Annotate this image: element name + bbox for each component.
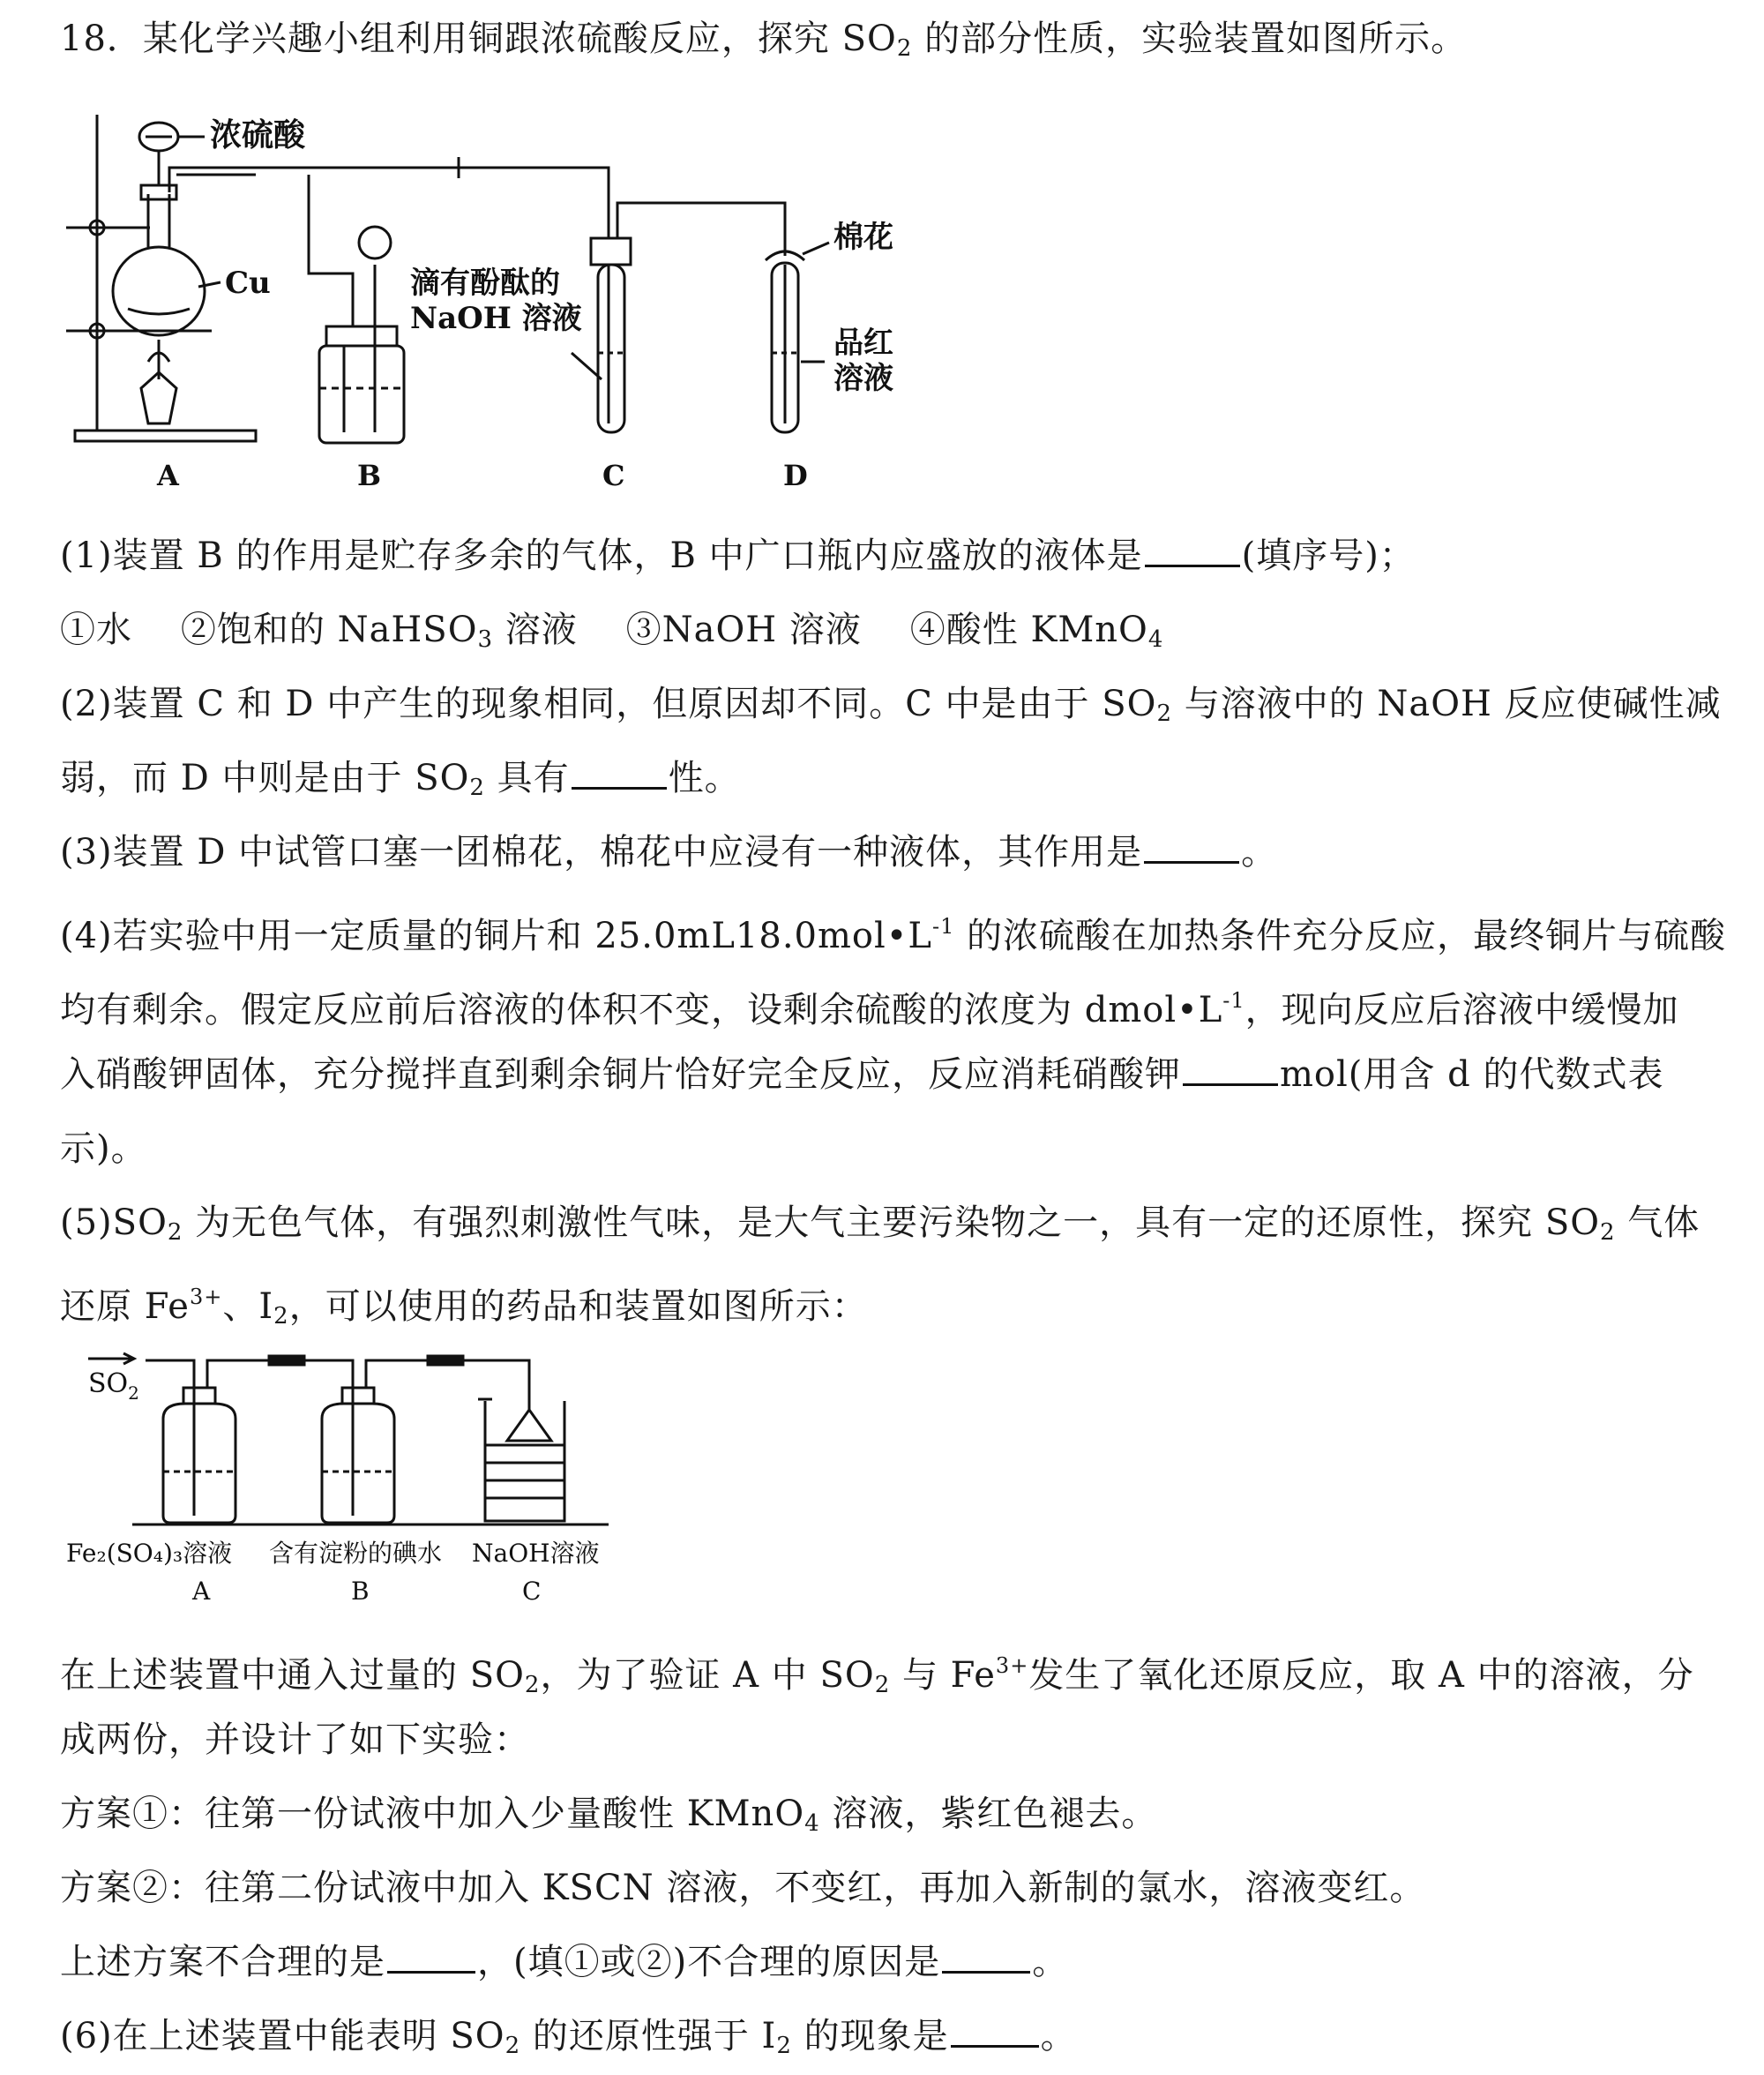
option-3: ③NaOH 溶液 bbox=[625, 610, 862, 650]
option-2: ②饱和的 NaHSO$_3$ 溶液 bbox=[180, 610, 578, 653]
q4-line-4: 示)。 bbox=[60, 1128, 147, 1169]
answer-blank bbox=[942, 1944, 1030, 1974]
q2-line-1: (2)装置 C 和 D 中产生的现象相同，但原因却不同。C 中是由于 $SO_2$ 与溶液中的 NaOH 反应使碱性减 bbox=[60, 684, 1722, 727]
option-4: ④酸性 KMnO$_4$ bbox=[909, 610, 1164, 653]
answer-blank bbox=[951, 2019, 1039, 2048]
verify-line-1: 在上述装置中通入过量的 $SO_2$，为了验证 A 中 $SO_2$ 与 $Fe^{3+}$发生了氧化还原反应，取 A 中的溶液，分 bbox=[60, 1653, 1694, 1698]
label-naoh-2: NaOH 溶液 bbox=[410, 301, 582, 336]
q5-line-1: $(5)SO_2$ 为无色气体，有强烈刺激性气味，是大气主要污染物之一，具有一定的还原性，探究 $SO_2$ 气体 bbox=[60, 1202, 1700, 1246]
apparatus-letter-d: D bbox=[783, 459, 808, 492]
apparatus-figure-1 bbox=[53, 97, 935, 503]
q4-line-3: 入硝酸钾固体，充分搅拌直到剩余铜片恰好完全反应，反应消耗硝酸钾 mol(用含 d 的代数式表 bbox=[60, 1054, 1664, 1095]
apparatus2-letter-a: A bbox=[192, 1577, 211, 1606]
label-starch-iodine: 含有淀粉的碘水 bbox=[269, 1539, 443, 1568]
question-number: 18． bbox=[60, 19, 143, 59]
apparatus-letter-b: B bbox=[357, 459, 382, 492]
apparatus2-letter-c: C bbox=[522, 1577, 542, 1606]
label-acid: 浓硫酸 bbox=[210, 116, 306, 154]
apparatus-diagram-2 bbox=[62, 1348, 626, 1613]
q6-line: (6)在上述装置中能表明 $SO_2$ 的还原性强于 $I_2$ 的现象是 。 bbox=[60, 2016, 1077, 2059]
q5-line-2: 还原 $Fe^{3+}$、$I_2$，可以使用的药品和装置如图所示： bbox=[60, 1285, 868, 1330]
q4-line-2: 均有剩余。假定反应前后溶液的体积不变，设剩余硫酸的浓度为 $dmol•L^{-1}$，现向反应后溶液中缓慢加 bbox=[60, 988, 1679, 1030]
question-intro: 18．某化学兴趣小组利用铜跟浓硫酸反应，探究 $SO_2$ 的部分性质，实验装置如图所示。 bbox=[60, 19, 1468, 62]
label-naoh: NaOH溶液 bbox=[472, 1539, 600, 1568]
q1-options bbox=[60, 607, 1163, 663]
q2-line-2: 弱，而 D 中则是由于 $SO_2$ 具有 性。 bbox=[60, 758, 741, 801]
verify-line-2: 成两份，并设计了如下实验： bbox=[60, 1719, 530, 1760]
gas-label: $SO_2$ bbox=[88, 1368, 139, 1404]
answer-blank bbox=[1145, 538, 1240, 567]
label-cu: Cu bbox=[225, 266, 271, 301]
apparatus2-letter-b: B bbox=[351, 1577, 370, 1606]
apparatus-diagram-1 bbox=[53, 97, 935, 503]
label-naoh-1: 滴有酚酞的 bbox=[410, 266, 560, 301]
option-1: ①水 bbox=[60, 610, 132, 650]
q4-line-1: (4)若实验中用一定质量的铜片和 $25.0mL18.0mol•L^{-1}$ 的浓硫酸在加热条件充分反应，最终铜片与硫酸 bbox=[60, 914, 1727, 956]
label-fe2so43: Fe₂(SO₄)₃溶液 bbox=[66, 1539, 233, 1568]
plan-1: 方案①：往第一份试液中加入少量酸性 KMnO$_4$ 溶液，紫红色褪去。 bbox=[60, 1794, 1158, 1837]
apparatus-letter-a: A bbox=[157, 459, 179, 492]
answer-blank bbox=[1183, 1057, 1278, 1086]
label-cotton: 棉花 bbox=[833, 220, 893, 255]
answer-blank bbox=[1144, 835, 1239, 864]
q1-line-1: (1)装置 B 的作用是贮存多余的气体，B 中广口瓶内应盛放的液体是 (填序号)； bbox=[60, 536, 1416, 576]
q3-line: (3)装置 D 中试管口塞一团棉花，棉花中应浸有一种液体，其作用是 。 bbox=[60, 832, 1278, 873]
label-pinhong-2: 溶液 bbox=[833, 361, 893, 396]
apparatus-figure-2 bbox=[62, 1348, 626, 1613]
plan-2: 方案②：往第二份试液中加入 KSCN 溶液，不变红，再加入新制的氯水，溶液变红。 bbox=[60, 1868, 1426, 1908]
apparatus-letter-c: C bbox=[602, 459, 625, 492]
answer-blank bbox=[387, 1944, 475, 1974]
label-pinhong-1: 品红 bbox=[833, 326, 893, 361]
verify-question: 上述方案不合理的是 ，(填①或②)不合理的原因是 。 bbox=[60, 1942, 1069, 1982]
answer-blank bbox=[572, 760, 667, 790]
